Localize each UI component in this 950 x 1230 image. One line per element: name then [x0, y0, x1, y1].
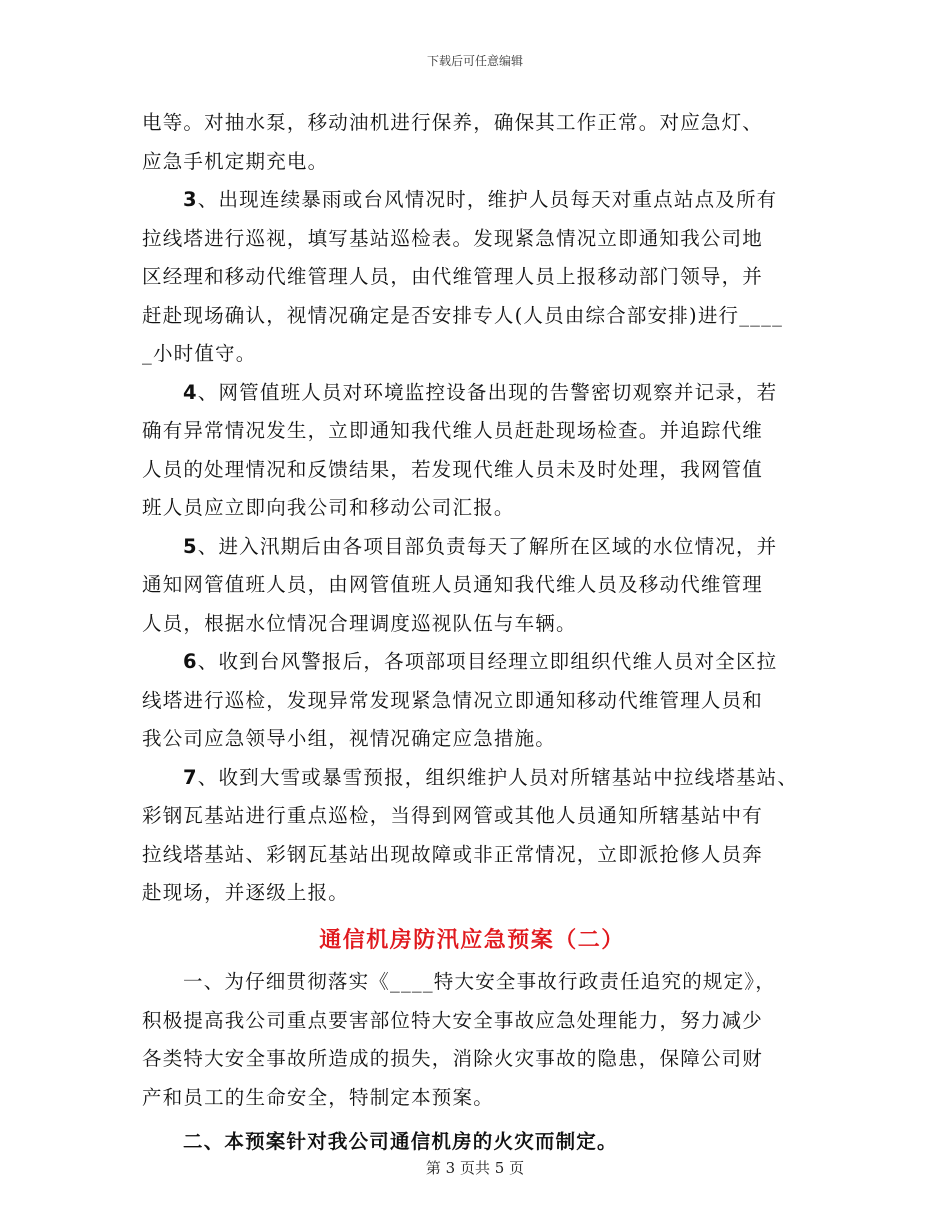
document-body: [142, 104, 842, 1162]
text-line: _小时值守。: [142, 342, 257, 365]
text-line: 班人员应立即向我公司和移动公司汇报。: [142, 496, 515, 519]
paragraph-one: [142, 963, 842, 1117]
item-number: 6: [183, 650, 198, 673]
page-header: 下载后可任意编辑: [426, 54, 523, 68]
text-line: 产和员工的生命安全，特制定本预案。: [142, 1085, 494, 1109]
text-line: [142, 181, 842, 220]
text-line: [142, 374, 842, 413]
text-line: 电等。对抽水泵，移动油机进行保养，确保其工作正常。对应急灯、: [142, 111, 764, 134]
paragraph-item-3: [142, 181, 842, 374]
text-line: 线塔进行巡检，发现异常发现紧急情况立即通知移动代维管理人员和: [142, 688, 764, 712]
page-footer: 第 3 页共 5 页: [425, 1159, 525, 1177]
text-line: 通知网管值班人员，由网管值班人员通知我代维人员及移动代维管理: [142, 573, 764, 596]
text-span: 、网管值班人员对环境监控设备出现的告警密切观察并记录，若: [197, 380, 778, 404]
text-line: 拉线塔进行巡视，填写基站巡检表。发现紧急情况立即通知我公司地: [142, 226, 764, 250]
text-line: 人员的处理情况和反馈结果，若发现代维人员未及时处理，我网管值: [142, 457, 764, 481]
item-number: 4: [183, 380, 198, 404]
text-line: 积极提高我公司重点要害部位特大安全事故应急处理能力，努力减少: [142, 1008, 764, 1032]
text-span: 、进入汛期后由各项目部负责每天了解所在区域的水位情况，并: [197, 534, 778, 558]
text-line: [142, 759, 842, 798]
text-line: [142, 643, 842, 682]
paragraph-item-6: [142, 643, 842, 759]
item-number: 5: [183, 534, 198, 558]
paragraph-item-5: [142, 528, 842, 644]
text-line: 拉线塔基站、彩钢瓦基站出现故障或非正常情况，立即派抢修人员奔: [142, 842, 764, 866]
text-line: 二、本预案针对我公司通信机房的火灾而制定。: [183, 1130, 618, 1153]
text-span: 、收到大雪或暴雪预报，组织维护人员对所辖基站中拉线塔基站、: [197, 765, 799, 789]
text-line: 我公司应急领导小组，视情况确定应急措施。: [142, 727, 557, 750]
item-number: 7: [183, 765, 198, 789]
paragraph-two: [142, 1123, 842, 1162]
paragraph-continuation: [142, 104, 842, 181]
text-line: 区经理和移动代维管理人员，由代维管理人员上报移动部门领导，并: [142, 265, 764, 288]
text-line: 人员，根据水位情况合理调度巡视队伍与车辆。: [142, 611, 577, 635]
text-line: 赶赴现场确认，视情况确定是否安排专人(人员由综合部安排)进行____: [142, 303, 784, 327]
item-number: 3: [183, 188, 198, 211]
text-span: 、收到台风警报后，各项部项目经理立即组织代维人员对全区拉: [197, 650, 778, 673]
text-line: 各类特大安全事故所造成的损失，消除火灾事故的隐患，保障公司财: [142, 1047, 764, 1070]
paragraph-item-7: [142, 759, 842, 913]
text-line: 赴现场，并逐级上报。: [142, 881, 350, 904]
text-line: 应急手机定期充电。: [142, 149, 329, 173]
text-line: 彩钢瓦基站进行重点巡检，当得到网管或其他人员通知所辖基站中有: [142, 804, 764, 827]
text-span: 、出现连续暴雨或台风情况时，维护人员每天对重点站点及所有: [197, 188, 778, 211]
paragraph-item-4: [142, 374, 842, 528]
text-line: 一、为仔细贯彻落实《____特大安全事故行政责任追究的规定》，: [183, 970, 776, 993]
text-line: 确有异常情况发生，立即通知我代维人员赶赴现场检查。并追踪代维: [142, 419, 764, 442]
section-title: 通信机房防汛应急预案（二）: [319, 926, 625, 953]
text-line: [142, 528, 842, 567]
